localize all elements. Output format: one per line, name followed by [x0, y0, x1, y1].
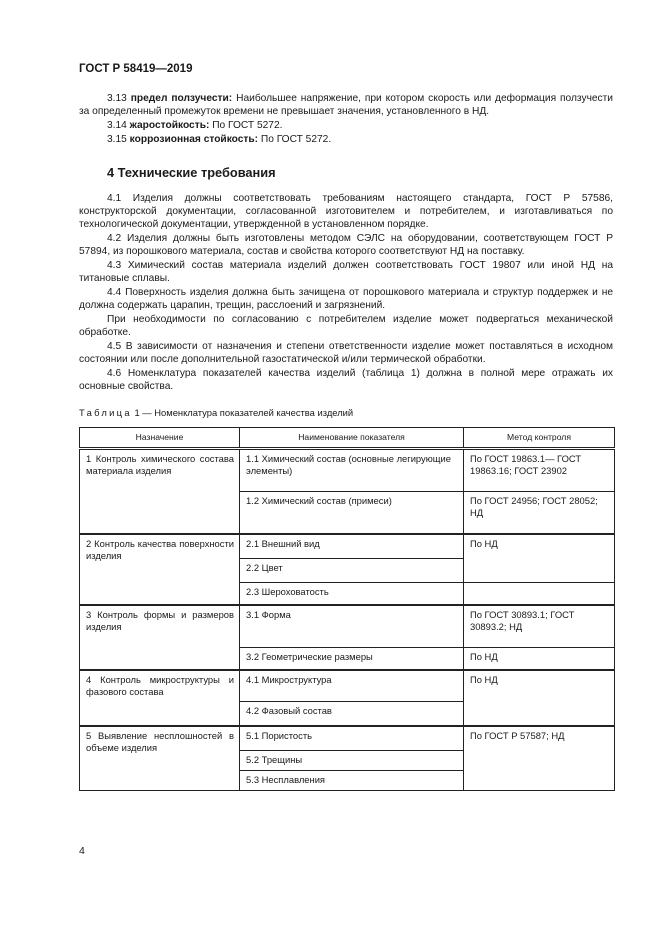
- method-cell: По ГОСТ 30893.1; ГОСТ 30893.2; НД: [464, 605, 615, 648]
- method-cell: По ГОСТ 24956; ГОСТ 28052; НД: [464, 492, 615, 535]
- purpose-cell: 1 Контроль химического состава материала изделия: [80, 449, 240, 535]
- indicator-cell: 4.1 Микроструктура: [240, 670, 464, 702]
- indicator-cell: 2.2 Цвет: [240, 559, 464, 583]
- paragraph-4-1: 4.1 Изделия должны соответствовать требованиям настоящего стандарта, ГОСТ Р 57586, конструкторской документации, согласованной изготовителем и потребителем, и изготавливаться по технологической документации, утвержденной в установленном порядке.: [79, 193, 613, 231]
- indicator-cell: 3.1 Форма: [240, 605, 464, 648]
- definition-text: Наибольшее напряжение, при котором скорость или деформация ползучести за определенный промежуток времени не превышает значения, установленного в НД.: [79, 93, 613, 118]
- definition-text: По ГОСТ 5272.: [260, 133, 332, 145]
- method-cell: По НД: [464, 648, 615, 671]
- paragraph-4-3: 4.3 Химический состав материала изделий должен соответствовать ГОСТ 19807 или иной НД на титановые сплавы.: [79, 260, 613, 285]
- quality-indicators-table: [79, 427, 615, 791]
- method-cell: По НД: [464, 534, 615, 583]
- table-caption-text: 1 — Номенклатура показателей качества изделий: [134, 407, 354, 418]
- indicator-cell: 4.2 Фазовый состав: [240, 702, 464, 727]
- method-cell: [464, 583, 615, 606]
- definition-term: коррозионная стойкость:: [129, 133, 259, 145]
- definition-3-14: [79, 119, 613, 132]
- definition-3-13: [79, 92, 613, 118]
- definition-term: жаростойкость:: [129, 120, 210, 131]
- table-row: [80, 670, 615, 702]
- definition-number: 3.13: [107, 93, 127, 104]
- indicator-cell: 1.2 Химический состав (примеси): [240, 492, 464, 535]
- definition-text: По ГОСТ 5272.: [212, 120, 283, 131]
- document-header: ГОСТ Р 58419—2019: [79, 63, 193, 75]
- indicator-cell: 5.1 Пористость: [240, 726, 464, 751]
- method-cell: По ГОСТ 19863.1— ГОСТ 19863.16; ГОСТ 23902: [464, 449, 615, 492]
- header-method: Метод контроля: [464, 428, 615, 449]
- purpose-cell: 4 Контроль микроструктуры и фазового состава: [80, 670, 240, 726]
- definitions-block: [79, 92, 613, 146]
- purpose-cell: 3 Контроль формы и размеров изделия: [80, 605, 240, 670]
- table-caption-label: Таблица: [79, 407, 132, 418]
- paragraph-4-4-note: При необходимости по согласованию с потребителем изделие может подвергаться механической обработке.: [79, 314, 613, 339]
- table-row: [80, 534, 615, 559]
- purpose-cell: 5 Выявление несплошностей в объеме изделия: [80, 726, 240, 791]
- header-purpose: Назначение: [80, 428, 240, 449]
- table-row: [80, 726, 615, 751]
- indicator-cell: 5.2 Трещины: [240, 751, 464, 771]
- table-header-row: [80, 428, 615, 449]
- indicator-cell: 2.3 Шероховатость: [240, 583, 464, 606]
- definition-term: предел ползучести:: [130, 93, 233, 104]
- section-title: 4 Технические требования: [107, 165, 276, 180]
- purpose-cell: 2 Контроль качества поверхности изделия: [80, 534, 240, 605]
- method-cell: По ГОСТ Р 57587; НД: [464, 726, 615, 791]
- requirements-block: [79, 192, 613, 394]
- header-indicator: Наименование показателя: [240, 428, 464, 449]
- indicator-cell: 3.2 Геометрические размеры: [240, 648, 464, 671]
- paragraph-4-5: 4.5 В зависимости от назначения и степени ответственности изделие может поставляться в исходном состоянии или после дополнительной газостатической и/или термической обработки.: [79, 341, 613, 366]
- definition-3-15: [79, 133, 613, 146]
- table-row: [80, 605, 615, 648]
- paragraph-4-4: 4.4 Поверхность изделия должна быть зачищена от порошкового материала и структур поддержек и не должна содержать царапин, трещин, расслоений и загрязнений.: [79, 287, 613, 312]
- table-caption: [79, 407, 353, 418]
- indicator-cell: 5.3 Несплавления: [240, 771, 464, 791]
- page-number: 4: [79, 845, 85, 857]
- paragraph-4-6: 4.6 Номенклатура показателей качества изделий (таблица 1) должна в полной мере отражать их основные свойства.: [79, 368, 613, 393]
- definition-number: 3.14: [107, 120, 127, 131]
- definition-number: 3.15: [107, 133, 127, 145]
- table-row: [80, 449, 615, 492]
- indicator-cell: 2.1 Внешний вид: [240, 534, 464, 559]
- paragraph-4-2: 4.2 Изделия должны быть изготовлены методом СЭЛС на оборудовании, соответствующем ГОСТ Р 57894, из порошкового материала, состав и свойства которого соответствуют НД на поставку.: [79, 233, 613, 258]
- method-cell: По НД: [464, 670, 615, 726]
- indicator-cell: 1.1 Химический состав (основные легирующие элементы): [240, 449, 464, 492]
